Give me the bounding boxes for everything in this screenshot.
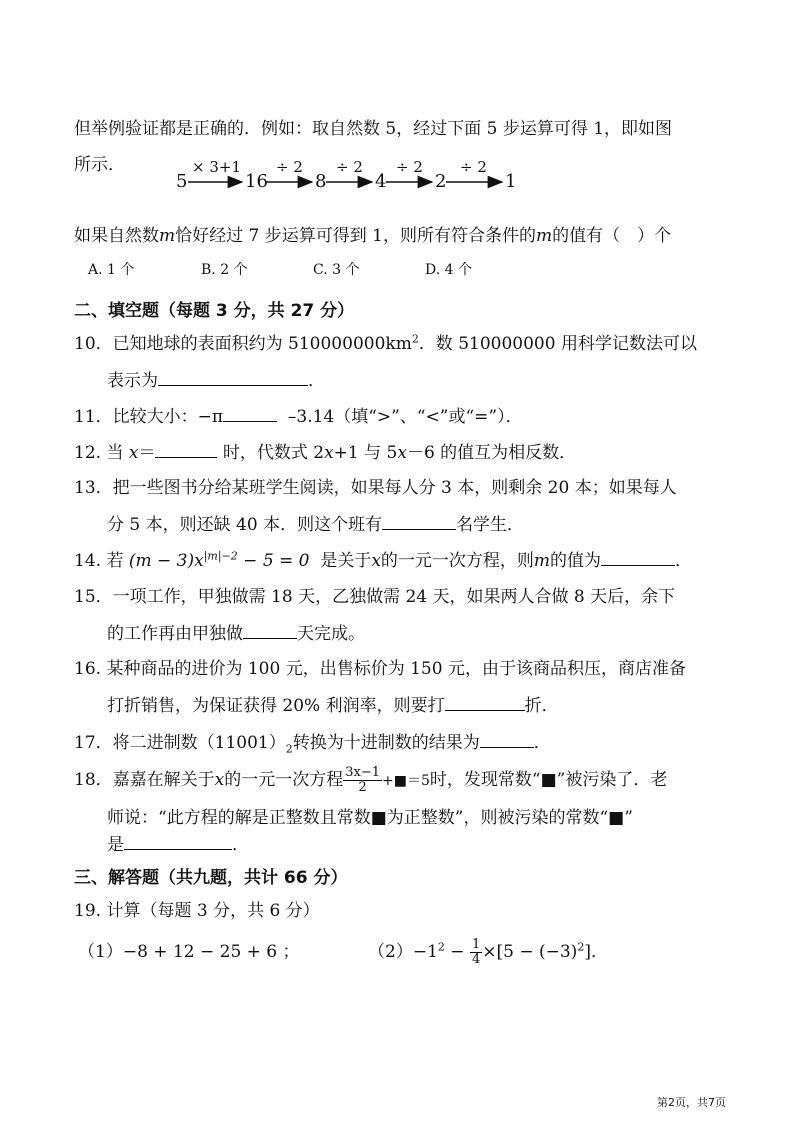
q15-line-1: 15．一项工作，甲独做需 18 天，乙独做需 24 天，如果两人合做 8 天后，余下: [74, 587, 676, 607]
intro-line-1: 但举例验证都是正确的．例如：取自然数 5，经过下面 5 步运算可得 1，即如图: [74, 119, 673, 139]
q15-answer-blank[interactable]: [243, 621, 297, 639]
chain-op-5: ÷ 2: [460, 158, 487, 176]
q18-line-2: 师说：“此方程的解是正整数且常数■为正整数”，则被污染的常数“■”: [107, 808, 633, 828]
chain-op-3: ÷ 2: [336, 158, 363, 176]
q19-fraction: $\frac{1}{4}$: [471, 937, 481, 967]
q9-option-d: D. 4 个: [425, 262, 472, 278]
q16-line-2: 打折销售，为保证获得 20% 利润率，则要打 折．: [107, 693, 559, 718]
q14-line: 14. 若 $(m - 3)x^{|m|-2} - 5 = 0$ 是关于x的一元一次方程，则m的值为 ．: [74, 549, 693, 571]
q15-line-2: 的工作再由甲独做 天完成。: [107, 621, 365, 646]
chain-num-16: 16: [245, 171, 268, 192]
q10-line-1: 10．已知地球的表面积约为 $510000000km^2$．数 510000000 用科学记数法可以: [74, 332, 697, 354]
q18-fraction: $\frac{3x-1}{2}$: [345, 765, 381, 795]
q19-part-1: （1）−8 + 12 − 25 + 6 ；: [78, 942, 300, 962]
q13-line-2: 分 5 本，则还缺 40 本．则这个班有 名学生．: [107, 512, 524, 537]
chain-num-8: 8: [315, 171, 327, 192]
intro-line-2: 所示．: [74, 155, 125, 175]
chain-op-4: ÷ 2: [396, 158, 423, 176]
q19-title: 19. 计算（每题 3 分，共 6 分）: [74, 901, 320, 921]
q14-equation: $(m - 3)x^{|m|-2} - 5 = 0$: [128, 549, 310, 571]
q19-part-2: $(2)-1^2$ − $\frac{1}{4}$ $\times[5 - (-3)^2]$．: [368, 937, 608, 967]
chain-num-4: 4: [375, 171, 387, 192]
section-2-heading: 二、填空题（每题 3 分，共 27 分）: [74, 301, 355, 321]
q17-line: 17．将二进制数$(11001)_2$转换为十进制数的结果为 ．: [74, 730, 551, 755]
q13-answer-blank[interactable]: [382, 512, 456, 530]
q12-answer-blank[interactable]: [155, 440, 217, 458]
q11-answer-blank[interactable]: [223, 404, 277, 422]
q18-answer-blank[interactable]: [124, 832, 232, 850]
q13-line-1: 13．把一些图书分给某班学生阅读，如果每人分 3 本，则剩余 20 本；如果每人: [74, 478, 677, 498]
chain-num-5: 5: [176, 171, 188, 192]
q16-line-1: 16. 某种商品的进价为 100 元，出售标价为 150 元，由于该商品积压，商店准备: [74, 659, 686, 679]
operation-chain: [176, 158, 536, 196]
q9-option-c: C. 3 个: [313, 262, 360, 278]
q18-line-1: 18．嘉嘉在解关于x的一元一次方程 $\frac{3x-1}{2}$ +■＝5时，发现常数“■”被污染了．老: [74, 765, 668, 795]
q10-answer-blank[interactable]: [158, 368, 308, 386]
q10-line-2: 表示为 ．: [107, 368, 325, 393]
chain-num-2: 2: [435, 171, 447, 192]
q16-answer-blank[interactable]: [445, 693, 525, 711]
q18-line-3: 是 ．: [107, 832, 249, 857]
q9-option-a: A. 1 个: [88, 262, 135, 278]
q11-line: 11．比较大小：−π –3.14（填“>”、“<”或“=”）．: [74, 404, 523, 429]
q9-stem: 如果自然数m恰好经过 7 步运算可得到 1，则所有符合条件的m的值有（ ）个: [74, 226, 672, 246]
chain-op-1: × 3+1: [192, 158, 241, 176]
q17-answer-blank[interactable]: [480, 730, 534, 748]
chain-num-1: 1: [505, 171, 517, 192]
q9-option-b: B. 2 个: [201, 262, 248, 278]
q14-answer-blank[interactable]: [601, 548, 675, 566]
section-3-heading: 三、解答题（共九题，共计 66 分）: [74, 868, 348, 888]
page-number: 第2页，共7页: [657, 1096, 726, 1109]
chain-op-2: ÷ 2: [276, 158, 303, 176]
q12-line: 12. 当 x＝ 时，代数式 2x+1 与 5x－6 的值互为相反数．: [74, 440, 576, 465]
